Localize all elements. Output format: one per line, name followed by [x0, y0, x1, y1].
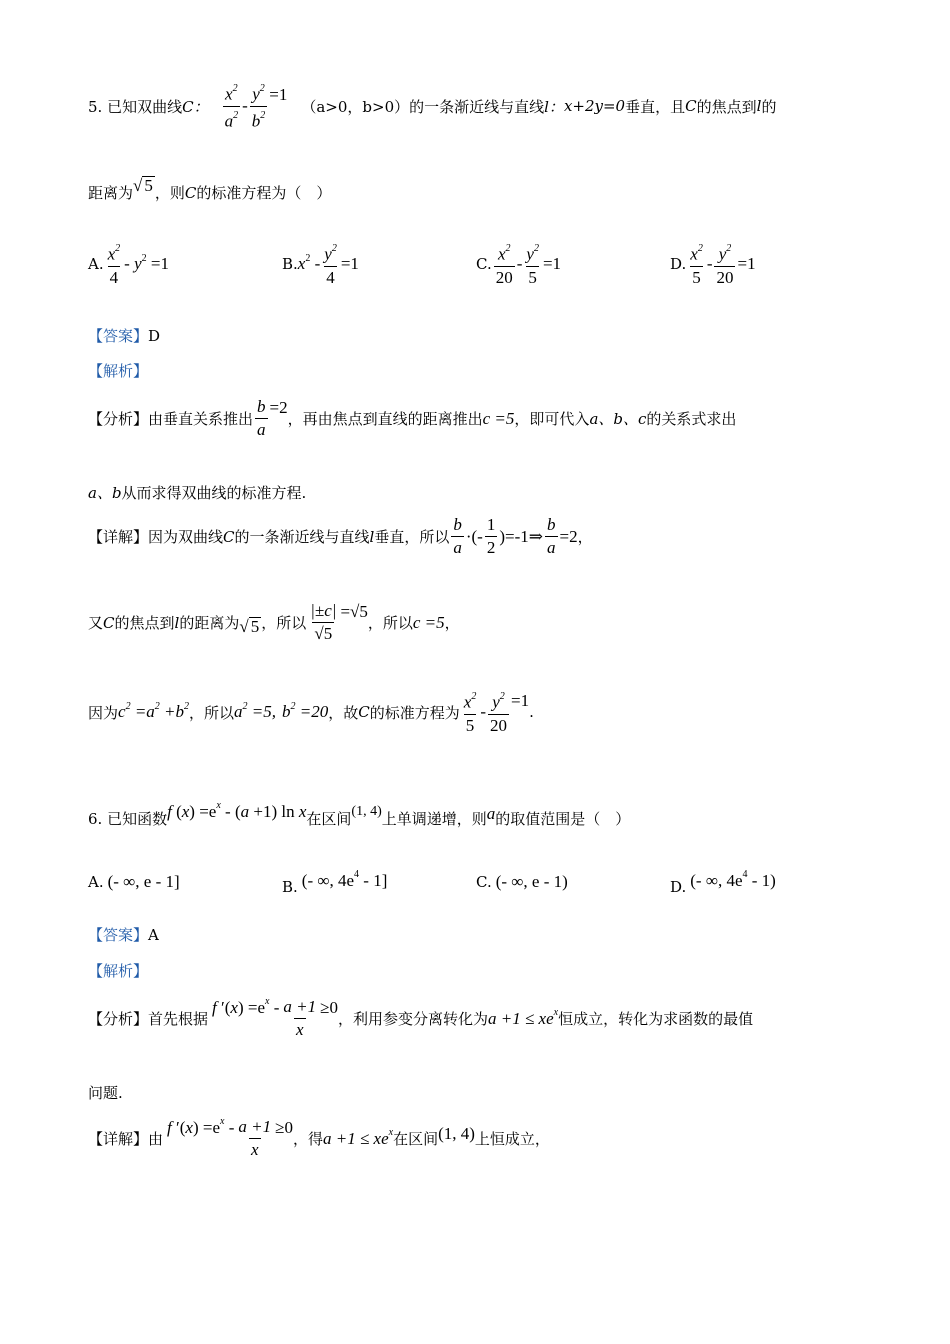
- answer-value: D: [148, 326, 161, 345]
- q5-detail-line3: 因为 $c^2 =a^2 +b^2$ ，所以 $a^2 =5$, $b^2 =20$ ，故 C 的标准方程为 $\frac{x^2}{5}$ - $\frac{y^2}{20}$ =1 .: [88, 691, 534, 735]
- q5-option-c[interactable]: C. $\frac{x^2}{20}$ - $\frac{y^2}{5}$ =1: [476, 243, 562, 287]
- q5-answer: [88, 325, 160, 346]
- q6-fenxi-line1: 【分析】 首先根据 f $'(x) =e^x$ - $\frac{a +1}{x}$ ≥0 ，利用参变分离转化为 $a +1 \le xe^x$ 恒成立，转化为求函数的最值: [88, 995, 754, 1039]
- q6-answer: 【答案】 A: [88, 925, 159, 944]
- q5-fenxi-line1: 【分析】 由垂直关系推出 $\frac{b}{a}$ =2 ，再由焦点到直线的距离推出 c =5 ，即可代入 a、b、c 的关系式求出: [88, 397, 737, 439]
- q5-option-d[interactable]: D. $\frac{x^2}{5}$ - $\frac{y^2}{20}$ =1: [670, 243, 756, 287]
- q5-detail-line1: 【详解】 因为双曲线 C 的一条渐近线与直线 l 垂直，所以 $\frac{b}{a}$ ·(- $\frac{1}{2}$ ) =-1⇒ $\frac{b}{a}$ =2 ，: [88, 515, 593, 557]
- sqrt-5: √ 5: [133, 175, 153, 195]
- q5-stem-line1: 5. 已知双曲线 C： $\frac{x^2}{a^2}$ - $\frac{y^2}{b^2}$ =1 （a>0，b>0）的一条渐近线与直线 l： x+2y=0 垂直，且 C 的焦点到 l 的: [88, 80, 776, 132]
- q5-l-label: l：: [544, 97, 564, 116]
- q6-option-a[interactable]: A. (- ∞, e - 1]: [88, 872, 180, 891]
- answer-tag: 【答案】: [88, 327, 149, 345]
- q5-detail-line2: 又 C 的焦点到 l 的距离为 √ 5 ，所以 $\frac{|\pm c|}{√5}$ =√5 ，所以 c =5 ，: [88, 601, 460, 643]
- q5-c-label: C：: [182, 97, 209, 116]
- q6-number: 6. 已知函数: [88, 810, 168, 828]
- q5-option-a[interactable]: A. $\frac{x^2}{4}$ - $y^2 =1$: [88, 243, 169, 287]
- q6-option-b[interactable]: B. (- ∞, $4e^4 - 1$]: [282, 869, 388, 896]
- q6-analysis-heading: 【解析】: [88, 962, 149, 980]
- q6-detail-line1: 【详解】 由 f $'(x) =e^x$ - $\frac{a +1}{x}$ ≥0 ，得 $a +1 \le xe^x$ 在区间 (1, 4) 上恒成立，: [88, 1115, 550, 1159]
- q6-option-c[interactable]: C. (- ∞, e - 1): [476, 872, 568, 891]
- q5-frac-y2b2: $\frac{y^2}{b^2}$: [251, 83, 266, 131]
- q5-option-b[interactable]: B. $x^2$ - $\frac{y^2}{4}$ =1: [282, 243, 359, 287]
- q5-number: 5. 已知双曲线: [88, 97, 183, 116]
- q5-frac-x2a2: $\frac{x^2}{a^2}$: [224, 83, 239, 131]
- q6-option-d[interactable]: D. (- ∞, $4e^4 - 1$): [670, 869, 776, 896]
- q5-analysis-heading: 【解析】: [88, 362, 149, 380]
- q5-line-eq: x+2y=0: [563, 97, 626, 116]
- q5-stem-line2: 距离为 √ 5 ，则 C 的标准方程为（ ）: [88, 175, 332, 202]
- q5-condition: （a>0，b>0）的一条渐近线与直线: [301, 97, 545, 116]
- q6-stem: 6. 已知函数 f $(x) =e^x - (a +1)$ ln x 在区间 (1, 4) 上单调递增，则 a 的取值范围是（ ）: [88, 799, 631, 828]
- q6-fenxi-line2: 问题.: [88, 1084, 123, 1102]
- q5-fenxi-line2: a、b 从而求得双曲线的标准方程.: [88, 484, 307, 502]
